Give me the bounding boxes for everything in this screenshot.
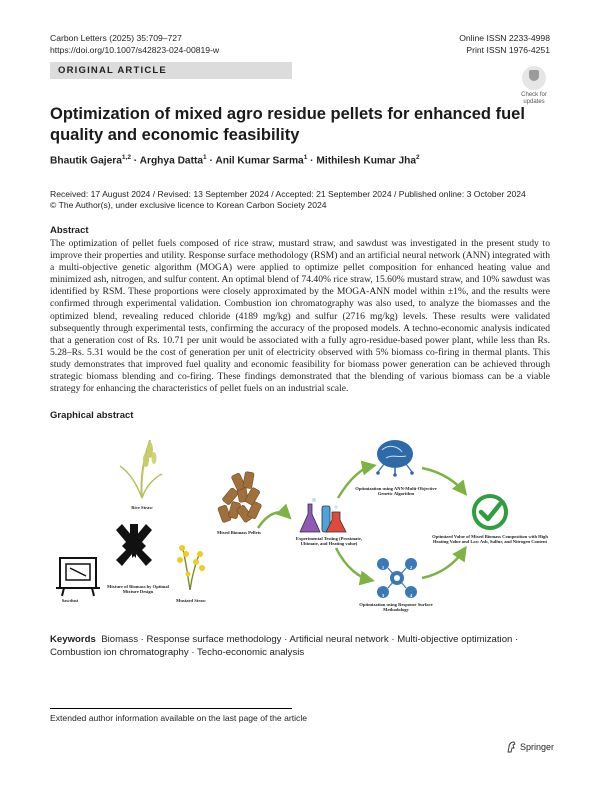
mustard-straw-icon (177, 545, 205, 590)
publisher-name: Springer (520, 742, 555, 752)
journal-header (50, 32, 219, 56)
keyword-separator: · (138, 634, 147, 645)
issn-block (459, 32, 550, 56)
keyword-separator: · (388, 634, 398, 645)
keyword[interactable]: Multi-objective optimization (397, 634, 513, 645)
author-name[interactable]: Mithilesh Kumar Jha (316, 155, 417, 167)
author-affiliation: 1 (303, 154, 308, 161)
print-issn: Print ISSN 1976-4251 (466, 45, 550, 55)
pellets-icon (218, 471, 262, 522)
springer-horse-icon (506, 741, 517, 753)
copyright-notice: © The Author(s), under exclusive licence to Korean Carbon Society 2024 (50, 200, 327, 210)
author-separator: · (130, 155, 140, 167)
graphical-abstract-heading: Graphical abstract (50, 410, 134, 421)
rsm-step-number: 2 (409, 565, 413, 570)
abstract-text: The optimization of pellet fuels composed of rice straw, mustard straw, and sawdust was investigated in the present study to improve their properties and utility. Response surface methodology (RSM) and an artificial neural network (ANN) integrated with a multi-objective genetic algorithm (MOGA) were applied to optimize pellet composition for enhanced heating value and minimized ash, nitrogen, and sulfur content. An optimal blend of 74.40% rice straw, 15.60% mustard straw, and 10% sawdust was identified by RSM. These proportions were closely approximated by the MOGA-ANN model within ±1%, and the results were confirmed through experimental validation. Combustion ion chromatography was also used, to analyze the biomasses and the optimized blend, revealing reduced chloride (4189 mg/kg) and sulfur (2716 mg/kg) levels. These results were validated subsequently through experimental tests, confirming the accuracy of the proposed models. A techno-economic analysis indicated that a generation cost of Rs. 10.71 per unit would be associated with a fully agro-residue-based power plant, while less than Rs. 5.28–Rs. 5.31 would be the cost of generation per unit of electricity observed with 5% biomass co-firing in thermal plants. This study demonstrates that improved fuel quality and economic feasibility for biomass power generation can be achieved through strategic biomass blending and co-firing. These findings demonstrated that the blending of various biomass can be a viable strategy for enhancing the characteristics of pellet fuels on an industrial scale. (50, 238, 550, 395)
keyword-separator: · (281, 634, 290, 645)
pellets-label: Mixed Biomass Pellets (217, 530, 261, 535)
keyword[interactable]: Techo-economic analysis (197, 647, 305, 658)
article-title: Optimization of mixed agro residue pellets for enhanced fuel quality and economic feasibility (50, 105, 525, 144)
author-name[interactable]: Bhautik Gajera (50, 155, 122, 167)
keyword[interactable]: Combustion ion chromatography (50, 647, 189, 658)
sawdust-label: Sawdust (61, 598, 79, 603)
check-for-updates-badge[interactable] (517, 66, 551, 106)
crossmark-icon (522, 66, 546, 90)
author-list (50, 154, 550, 166)
check-circle-icon (474, 496, 506, 528)
author-name[interactable]: Anil Kumar Sarma (215, 155, 304, 167)
keywords-block (50, 633, 550, 659)
author-affiliation: 2 (416, 154, 420, 161)
crossmark-label: Check for updates (521, 92, 547, 105)
article-type-banner: ORIGINAL ARTICLE (50, 62, 292, 79)
rsm-step-number: 4 (409, 593, 413, 598)
keyword-separator: · (512, 634, 519, 645)
mixture-label: Mixture of Biomass by Optimal Mixture Design (107, 584, 169, 595)
sawdust-icon (56, 558, 100, 596)
publisher-logo[interactable] (506, 741, 554, 753)
footnote-divider (50, 708, 292, 709)
rsm-label: Optimization using Response Surface Methodology (359, 602, 433, 613)
testing-label: Experimental Testing (Proximate, Ultimate, and Heating value) (295, 536, 363, 547)
keyword[interactable]: Biomass (101, 634, 138, 645)
mustard-straw-label: Mustard Straw (176, 598, 206, 603)
abstract-heading: Abstract (50, 225, 89, 236)
ann-moga-label: Optimization using ANN-Multi-Objective Genetic Algorithm (355, 486, 437, 497)
footnote: Extended author information available on the last page of the article (50, 713, 308, 723)
publication-history (50, 189, 570, 211)
rice-straw-label: Rice Straw (131, 505, 153, 510)
author-affiliation: 1 (203, 154, 207, 161)
author-affiliation: 1,2 (121, 154, 131, 161)
author-name[interactable]: Arghya Datta (139, 155, 204, 167)
optimized-result-label: Optimized Value of Mixed Biomass Composition with High Heating Value and Low Ash, Sulfur, and Nitrogen Content (432, 534, 548, 545)
doi-link[interactable]: https://doi.org/10.1007/s42823-024-00819-w (50, 45, 220, 55)
mixture-arrows-icon (116, 524, 152, 566)
laboratory-flasks-icon (300, 498, 346, 532)
rice-straw-icon (120, 440, 162, 498)
rsm-step-number: 1 (381, 565, 385, 570)
history-dates: Received: 17 August 2024 / Revised: 13 September 2024 / Accepted: 21 September 2024 / Published online: 3 October 2024 (50, 189, 526, 199)
author-separator: · (206, 155, 216, 167)
author-separator: · (307, 155, 317, 167)
graphical-abstract-figure (50, 428, 550, 623)
neural-network-brain-icon (376, 440, 414, 477)
online-issn: Online ISSN 2233-4998 (459, 33, 550, 43)
keyword[interactable]: Artificial neural network (289, 634, 389, 645)
rsm-step-number: 3 (381, 593, 385, 598)
keyword-separator: · (188, 647, 198, 658)
keyword[interactable]: Response surface methodology (146, 634, 282, 645)
keywords-heading: Keywords (50, 634, 96, 645)
rsm-gear-icon (377, 558, 417, 598)
journal-citation: Carbon Letters (2025) 35:709–727 (50, 33, 182, 43)
